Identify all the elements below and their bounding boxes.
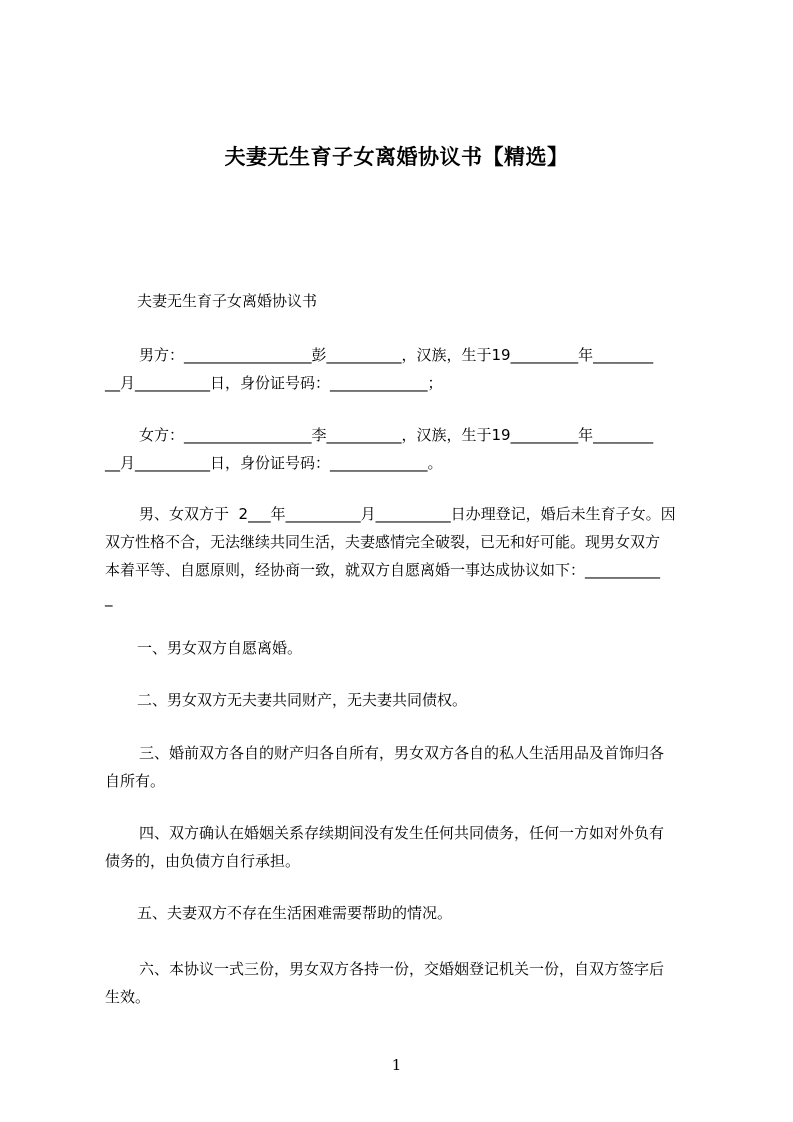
clause-4-line-1: 四、双方确认在婚姻关系存续期间没有发生任何共同债务，任何一方如对外负有: [139, 824, 665, 842]
clause-4-line-2: 债务的，由负债方自行承担。: [105, 852, 301, 870]
clause-6-line-2: 生效。: [105, 988, 151, 1006]
document-title: 夫妻无生育子女离婚协议书【精选】: [224, 145, 569, 169]
page-number: 1: [391, 1056, 402, 1074]
male-party-line-1: 男方：_________________彭__________，汉族，生于19_________年________: [139, 346, 654, 364]
clause-1: 一、男女双方自愿离婚。: [137, 639, 303, 657]
clause-3-line-2: 自所有。: [105, 772, 166, 790]
female-party-line-2: __月__________日，身份证号码：_____________。: [105, 454, 443, 472]
intro-paragraph-line-2: 双方性格不合，无法继续共同生活，夫妻感情完全破裂，已无和好可能。现男女双方: [105, 533, 661, 551]
clause-6-line-1: 六、本协议一式三份，男女双方各持一份，交婚姻登记机关一份，自双方签字后: [139, 960, 665, 978]
female-party-line-1: 女方：_________________李__________，汉族，生于19_________年________: [139, 426, 654, 444]
clause-2: 二、男女双方无夫妻共同财产，无夫妻共同债权。: [137, 691, 468, 709]
male-party-line-2: __月__________日，身份证号码：_____________；: [105, 374, 443, 392]
clause-3-line-1: 三、婚前双方各自的财产归各自所有，男女双方各自的私人生活用品及首饰归各: [139, 744, 665, 762]
clause-5: 五、夫妻双方不存在生活困难需要帮助的情况。: [137, 904, 453, 922]
document-subtitle: 夫妻无生育子女离婚协议书: [137, 292, 318, 310]
intro-paragraph-line-4: _: [105, 589, 113, 607]
intro-paragraph-line-1: 男、女双方于 2___年__________月__________日办理登记，婚后未生育子女。因: [139, 505, 676, 523]
intro-paragraph-line-3: 本着平等、自愿原则，经协商一致，就双方自愿离婚一事达成协议如下：__________: [105, 561, 661, 579]
